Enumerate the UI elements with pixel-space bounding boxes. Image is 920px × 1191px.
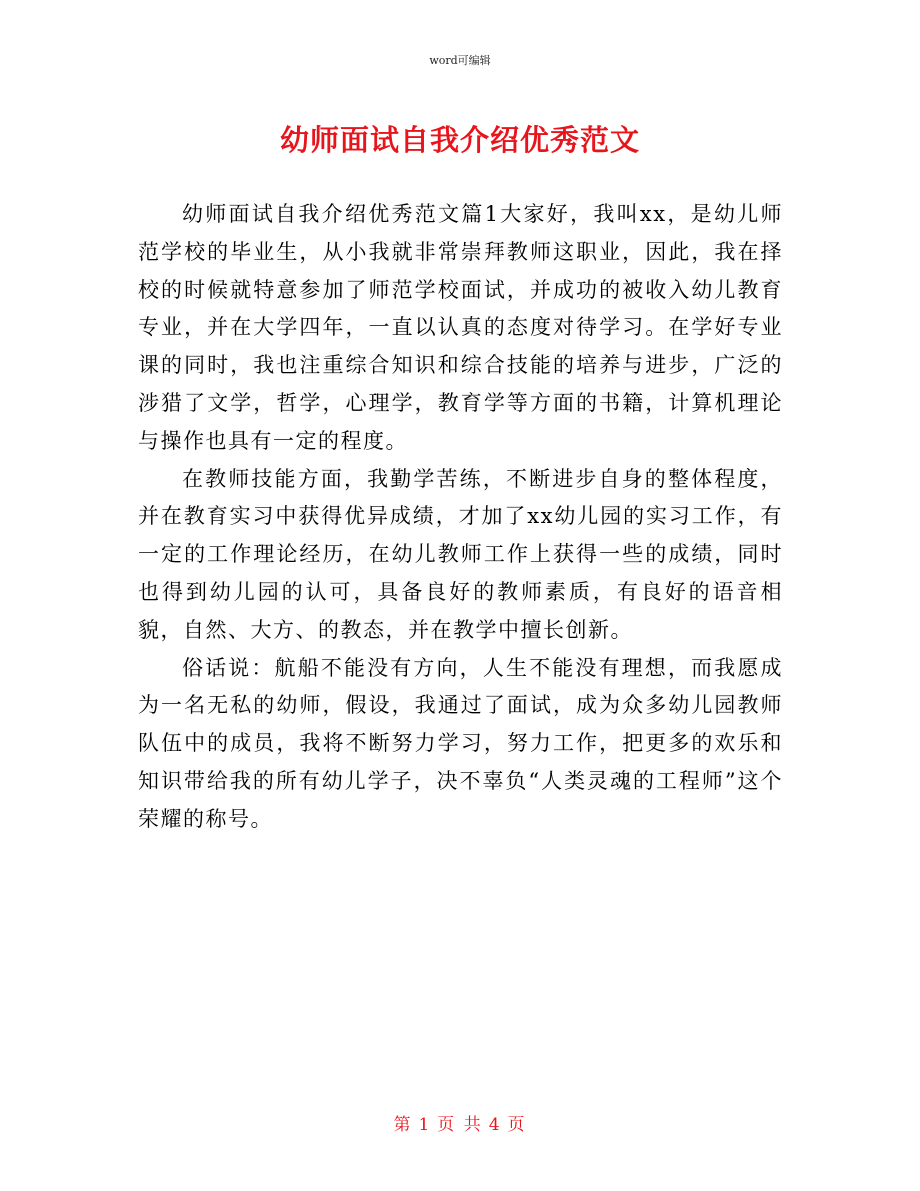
paragraph-2: 在教师技能方面，我勤学苦练，不断进步自身的整体程度，并在教育实习中获得优异成绩，才加了xx幼儿园的实习工作，有一定的工作理论经历，在幼儿教师工作上获得一些的成绩，同时也得到幼儿园的认可，具备良好的教师素质，有良好的语音相貌，自然、大方、的教态，并在教学中擅长创新。: [138, 466, 783, 642]
footer-prefix: 第: [393, 1115, 413, 1135]
header-note: word可编辑: [429, 54, 491, 67]
document-body: [138, 196, 783, 839]
paragraph-3: 俗话说：航船不能没有方向，人生不能没有理想，而我愿成为一名无私的幼师，假设，我通过了面试，成为众多幼儿园教师队伍中的成员，我将不断努力学习，努力工作，把更多的欢乐和知识带给我的所有幼儿学子，决不辜负“人类灵魂的工程师”这个荣耀的称号。: [138, 655, 783, 831]
document-title: 幼师面试自我介绍优秀范文: [279, 123, 640, 157]
footer-suffix: 页: [507, 1115, 527, 1135]
footer-middle: 页 共: [437, 1115, 483, 1135]
footer-current-page: 1: [418, 1115, 432, 1135]
page-footer: [0, 1113, 920, 1137]
footer-total-pages: 4: [488, 1115, 502, 1135]
paragraph-1: 幼师面试自我介绍优秀范文篇1大家好，我叫xx，是幼儿师范学校的毕业生，从小我就非常崇拜教师这职业，因此，我在择校的时候就特意参加了师范学校面试，并成功的被收入幼儿教育专业，并在大学四年，一直以认真的态度对待学习。在学好专业课的同时，我也注重综合知识和综合技能的培养与进步，广泛的涉猎了文学，哲学，心理学，教育学等方面的书籍，计算机理论与操作也具有一定的程度。: [138, 202, 783, 453]
